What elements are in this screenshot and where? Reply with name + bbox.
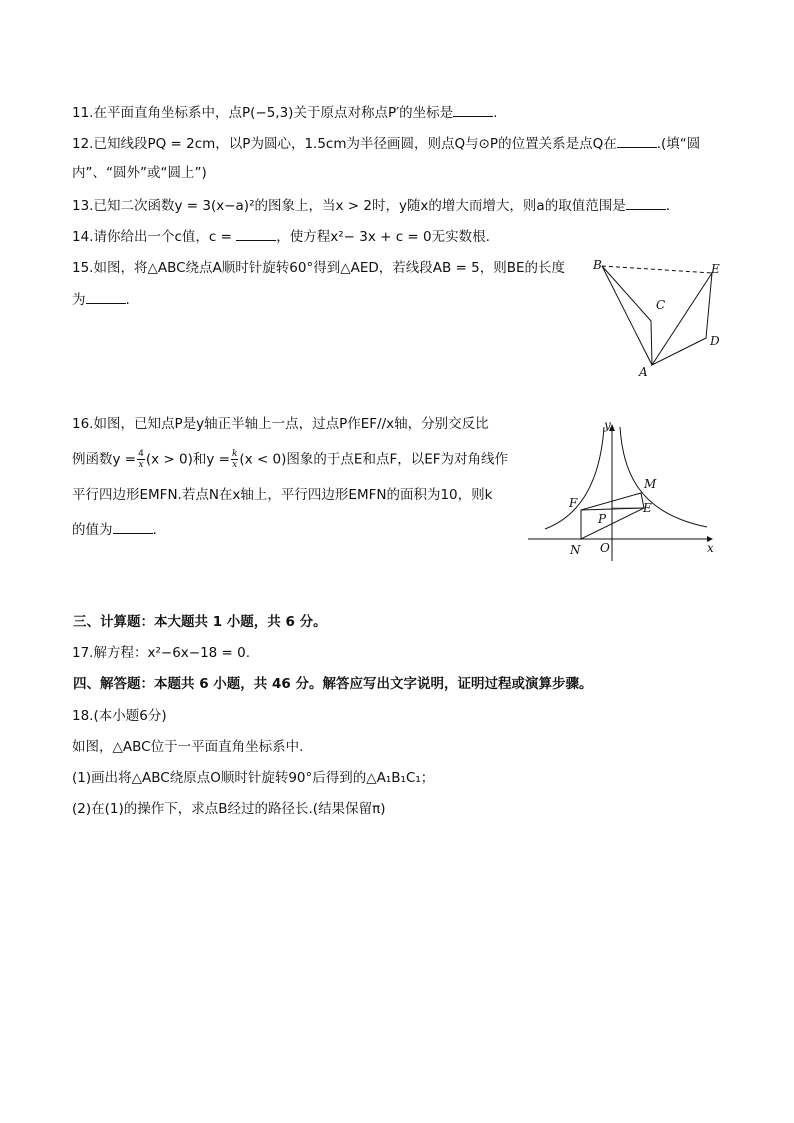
label-c: C bbox=[656, 298, 666, 312]
question-score: (本小题6分) bbox=[93, 708, 167, 724]
question-number: 13. bbox=[72, 198, 94, 214]
question-number: 18. bbox=[72, 708, 94, 724]
question-text: 已知线段PQ = 2cm，以P为圆心，1.5cm为半径画圆，则点Q与⊙P的位置关系是点Q在 bbox=[93, 136, 617, 152]
label-e: E bbox=[711, 262, 720, 276]
question-16-line4: 的值为 . bbox=[72, 519, 157, 540]
label-d: D bbox=[710, 334, 720, 348]
question-number: 16. bbox=[72, 416, 94, 432]
question-15 bbox=[72, 258, 565, 278]
question-number: 15. bbox=[72, 260, 94, 276]
curve-k-over-x bbox=[545, 427, 604, 529]
question-16-line2: 例函数y = $\frac{4}{x}$ (x > 0)和y = $\frac{k}{x}$ (x < 0)图象的于点E和点F，以EF为对角线作 bbox=[72, 449, 509, 470]
question-15-line2: 为 . bbox=[72, 289, 130, 310]
question-18-intro: 如图，△ABC位于一平面直角坐标系中. bbox=[72, 739, 304, 755]
question-13: 13.已知二次函数y = 3(x−a)²的图象上，当x > 2时，y随x的增大而增大，则a的取值范围是 . bbox=[72, 195, 670, 216]
question-text: 如图，已知点P是y轴正半轴上一点，过点P作EF//x轴，分别交反比 bbox=[93, 416, 489, 432]
question-text: 已知二次函数y = 3(x−a)²的图象上，当x > 2时，y随x的增大而增大，则a的取值范围是 bbox=[93, 198, 626, 214]
hyperbola-figure bbox=[525, 415, 725, 565]
question-text: 在平面直角坐标系中，点P(−5,3)关于原点对称点P′的坐标是 bbox=[93, 105, 454, 121]
label-n: N bbox=[570, 543, 581, 557]
question-17 bbox=[72, 643, 250, 663]
question-number: 17. bbox=[72, 645, 94, 661]
answer-blank[interactable] bbox=[617, 133, 657, 148]
label-f: F bbox=[569, 496, 578, 510]
answer-blank[interactable] bbox=[113, 519, 153, 534]
fraction-4-over-x: $\frac{4}{x}$ bbox=[138, 449, 144, 470]
label-m: M bbox=[644, 477, 657, 491]
triangle-aed bbox=[652, 273, 712, 365]
triangle-abc bbox=[602, 266, 652, 365]
question-16-line3: 平行四边形EMFN.若点N在x轴上，平行四边形EMFN的面积为10，则k bbox=[72, 487, 493, 503]
question-text: 解方程：x²−6x−18 = 0. bbox=[93, 645, 251, 661]
question-14: 14.请你给出一个c值，c = ，使方程x²− 3x + c = 0无实数根. bbox=[72, 226, 490, 247]
question-18 bbox=[72, 706, 167, 726]
label-p: P bbox=[598, 512, 607, 526]
answer-blank[interactable] bbox=[626, 195, 666, 210]
question-text: 如图，将△ABC绕点A顺时针旋转60°得到△AED，若线段AB = 5，则BE的长度 bbox=[93, 260, 566, 276]
answer-blank[interactable] bbox=[236, 226, 276, 241]
question-number: 12. bbox=[72, 136, 94, 152]
question-12-line2: 内”、“圆外”或“圆上”) bbox=[72, 165, 207, 181]
question-16 bbox=[72, 414, 489, 434]
section-heading-3: 三、计算题：本大题共 1 小题，共 6 分。 bbox=[73, 614, 327, 630]
answer-blank[interactable] bbox=[453, 102, 493, 117]
question-12: 12.已知线段PQ = 2cm，以P为圆心，1.5cm为半径画圆，则点Q与⊙P的位置关系是点Q在 .(填“圆 bbox=[72, 133, 700, 154]
question-number: 14. bbox=[72, 229, 94, 245]
segment-be bbox=[602, 266, 712, 273]
section-heading-4: 四、解答题：本题共 6 小题，共 46 分。解答应写出文字说明，证明过程或演算步骤。 bbox=[73, 676, 593, 692]
rotation-figure bbox=[585, 252, 735, 382]
label-a: A bbox=[639, 365, 648, 379]
label-e: E bbox=[643, 501, 652, 515]
question-11: 11.在平面直角坐标系中，点P(−5,3)关于原点对称点P′的坐标是 . bbox=[72, 102, 497, 123]
answer-blank[interactable] bbox=[86, 289, 126, 304]
question-18-part1: (1)画出将△ABC绕原点O顺时针旋转90°后得到的△A₁B₁C₁； bbox=[72, 770, 435, 786]
question-18-part2: (2)在(1)的操作下，求点B经过的路径长.(结果保留π) bbox=[72, 801, 386, 817]
label-y: y bbox=[604, 418, 611, 432]
curve-4-over-x bbox=[620, 427, 707, 527]
label-b: B bbox=[593, 258, 602, 272]
question-number: 11. bbox=[72, 105, 94, 121]
fraction-k-over-x: $\frac{k}{x}$ bbox=[231, 449, 238, 470]
label-o: O bbox=[600, 541, 610, 555]
label-x: x bbox=[707, 541, 714, 555]
